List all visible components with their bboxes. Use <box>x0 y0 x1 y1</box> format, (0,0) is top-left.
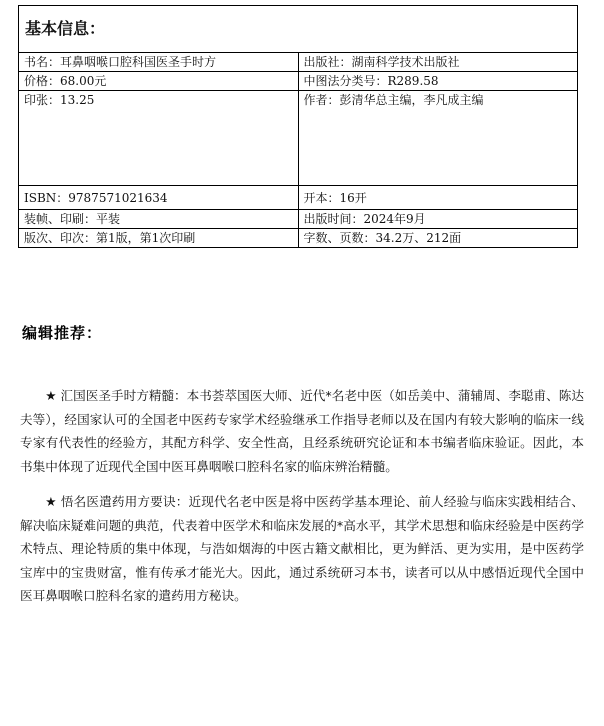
author-cell: 作者：彭清华总主编，李凡成主编 <box>298 91 578 186</box>
recommendation-body <box>20 384 584 620</box>
word-count-cell: 字数、页数：34.2万、212面 <box>298 229 578 248</box>
classification-cell: 中图法分类号：R289.58 <box>298 72 578 91</box>
isbn-cell: ISBN：9787571021634 <box>19 186 299 210</box>
table-row <box>19 91 578 186</box>
title-cell: 书名：耳鼻咽喉口腔科国医圣手时方 <box>19 53 299 72</box>
pub-date-cell: 出版时间：2024年9月 <box>298 210 578 229</box>
edition-cell: 版次、印次：第1版，第1次印刷 <box>19 229 299 248</box>
sheets-cell: 印张：13.25 <box>19 91 299 186</box>
binding-cell: 装帧、印刷：平装 <box>19 210 299 229</box>
recommendation-heading: 编辑推荐： <box>22 324 103 342</box>
publisher-cell: 出版社：湖南科学技术出版社 <box>298 53 578 72</box>
price-cell: 价格：68.00元 <box>19 72 299 91</box>
table-row <box>19 210 578 229</box>
format-cell: 开本：16开 <box>298 186 578 210</box>
basic-info-table <box>18 5 578 248</box>
table-row <box>19 72 578 91</box>
recommendation-paragraph-2: ★ 悟名医遣药用方要诀：近现代名老中医是将中医药学基本理论、前人经验与临床实践相结合、解决临床疑难问题的典范，代表着中医学术和临床发展的*高水平，其学术思想和临床经验是中医药学术特点、理论特质的集中体现，与浩如烟海的中医古籍文献相比，更为鲜活、更为实用，是中医药学宝库中的宝贵财富，惟有传承才能光大。因此，通过系统研习本书，读者可以从中感悟近现代全国中医耳鼻咽喉口腔科名家的遣药用方秘诀。 <box>20 494 584 603</box>
basic-info-heading: 基本信息： <box>19 6 578 53</box>
table-row <box>19 53 578 72</box>
table-row <box>19 186 578 210</box>
table-row <box>19 229 578 248</box>
recommendation-paragraph-1: ★ 汇国医圣手时方精髓：本书荟萃国医大师、近代*名老中医（如岳美中、蒲辅周、李聪甫、陈达夫等），经国家认可的全国老中医药专家学术经验继承工作指导老师以及在国内有较大影响的临床一线专家有代表性的经验方，其配方科学、安全性高，且经系统研究论证和本书编者临床验证。因此，本书集中体现了近现代全国中医耳鼻咽喉口腔科名家的临床辨治精髓。 <box>20 388 584 474</box>
